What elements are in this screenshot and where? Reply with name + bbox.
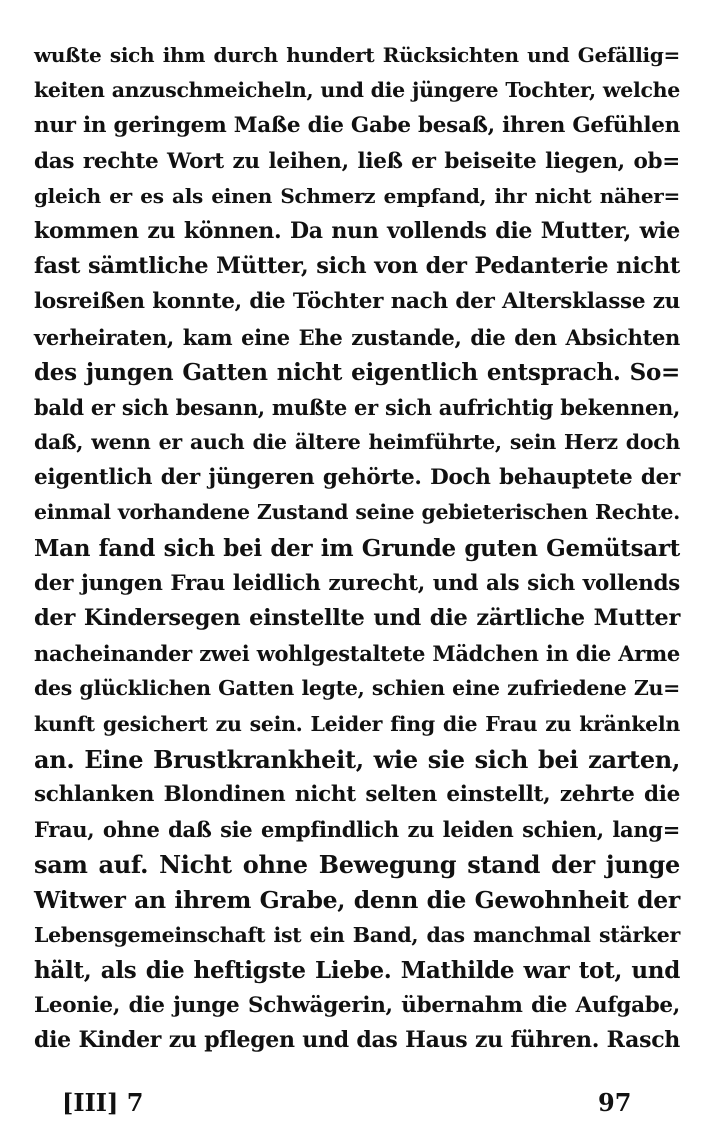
text-line: fast sämtliche Mütter, sich von der Pedanterie nicht bbox=[34, 253, 680, 280]
text-line: Lebensgemeinschaft ist ein Band, das manchmal stärker bbox=[34, 922, 680, 947]
text-line: Leonie, die junge Schwägerin, übernahm die Aufgabe, bbox=[34, 993, 680, 1019]
text-line: Witwer an ihrem Grabe, denn die Gewohnheit der bbox=[34, 885, 680, 914]
text-line: schlanken Blondinen nicht selten einstellt, zehrte die bbox=[34, 781, 680, 807]
text-line: nacheinander zwei wohlgestaltete Mädchen in die Arme bbox=[34, 641, 680, 667]
text-line: verheiraten, kam eine Ehe zustande, die den Absichten bbox=[34, 324, 680, 350]
text-line: einmal vorhandene Zustand seine gebieterischen Rechte. bbox=[34, 500, 680, 525]
text-line: gleich er es als einen Schmerz empfand, ihr nicht näher= bbox=[34, 183, 680, 208]
text-line: keiten anzuschmeicheln, und die jüngere Tochter, welche bbox=[34, 78, 680, 103]
text-line: kunft gesichert zu sein. Leider fing die Frau zu kränkeln bbox=[34, 711, 680, 736]
printer-signature-mark: [III] 7 bbox=[62, 1088, 144, 1117]
text-line: des glücklichen Gatten legte, schien eine zufriedene Zu= bbox=[34, 676, 680, 701]
page-footer bbox=[0, 1088, 712, 1124]
text-line: Frau, ohne daß sie empfindlich zu leiden schien, lang= bbox=[34, 817, 680, 843]
text-line: nur in geringem Maße die Gabe besaß, ihren Gefühlen bbox=[34, 113, 680, 139]
text-line: die Kinder zu pflegen und das Haus zu führen. Rasch bbox=[34, 1027, 680, 1054]
text-line: des jungen Gatten nicht eigentlich entsprach. So= bbox=[34, 358, 680, 386]
text-line: sam auf. Nicht ohne Bewegung stand der junge bbox=[34, 850, 680, 880]
page-text-body bbox=[34, 38, 680, 1058]
text-line: eigentlich der jüngeren gehörte. Doch behauptete der bbox=[34, 465, 680, 491]
text-line: kommen zu können. Da nun vollends die Mutter, wie bbox=[34, 217, 680, 244]
text-line: der Kindersegen einstellte und die zärtliche Mutter bbox=[34, 605, 680, 631]
text-line: an. Eine Brustkrankheit, wie sie sich bei zarten, bbox=[34, 744, 680, 774]
text-line: bald er sich besann, mußte er sich aufrichtig bekennen, bbox=[34, 394, 680, 420]
text-line: Man fand sich bei der im Grunde guten Gemütsart bbox=[34, 534, 680, 562]
text-line: der jungen Frau leidlich zurecht, und als sich vollends bbox=[34, 570, 680, 596]
page-number: 97 bbox=[598, 1088, 632, 1117]
text-line: daß, wenn er auch die ältere heimführte, sein Herz doch bbox=[34, 430, 680, 455]
text-line: hält, als die heftigste Liebe. Mathilde war tot, und bbox=[34, 956, 680, 984]
text-line: wußte sich ihm durch hundert Rücksichten und Gefällig= bbox=[34, 43, 680, 67]
text-line: das rechte Wort zu leihen, ließ er beiseite liegen, ob= bbox=[34, 148, 680, 174]
text-line: losreißen konnte, die Töchter nach der Altersklasse zu bbox=[34, 289, 680, 315]
